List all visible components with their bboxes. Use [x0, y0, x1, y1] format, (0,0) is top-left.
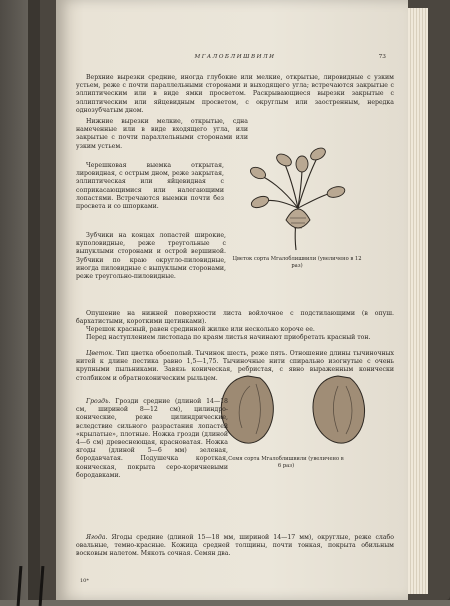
term-berry: Ягода. — [86, 534, 108, 541]
seed-figure-caption: Семя сорта Мгалоблишвили (увеличено в 6 раз) — [228, 456, 344, 469]
paragraph-berry: Ягода. Ягоды средние (длиной 15—18 мм, шириной 14—17 мм), округлые, реже слабо овальные, темно-красные. Кожица средней толщины, почти тонкая, покрыта обильным восковым налетом. Мякоть сочная. Семян два. — [76, 534, 394, 558]
paragraph-pubescence: Опушение на нижней поверхности листа войлочное с подстилающими (в опуш. бархатистыми, короткими щетинками). — [76, 310, 394, 326]
paragraph-cluster: Гроздь. Грозди средние (длиной 14—18 см, шириной 8—12 см), цилиндро-конические, реже цилиндрические, вследствие сильного разрастания лопастей «крылатые», плотные. Ножка грозди (длиной 4—6 см) древеснеющая, красноватая. Ножка ягоды (длиной 5—6 мм) зеленая, бородавчатая. Подушечка короткая, коническая, покрыта серо-коричневыми бородавками. — [76, 398, 228, 479]
seed-illustration — [206, 372, 386, 452]
paragraph-flower: Цветок. Тип цветка обоеполый. Тычинок шесть, реже пять. Отношение длины тычиночных нитей к длине пестика равно 1,5—1,75. Тычиночные нити спирально изогнутые с очень крупными пыльниками. Завязь коническая, ребристая, с явно выраженным конически столбиком и обратноконическим рыльцем. — [76, 350, 394, 382]
term-flower: Цветок. — [86, 350, 114, 357]
page-number: 73 — [378, 54, 386, 60]
paragraph-petiole: Черешок красный, равен срединной жилке или несколько короче ее. — [86, 326, 315, 333]
paragraph-petiole-sinus: Черешковая выемка открытая, лировидная, с острым дном, реже закрытая, эллиптическая или яйцевидная с соприкасающимися или налегающими лопастями. Встречаются выемки почти без просвета и со шпорками. — [76, 162, 224, 210]
paragraph-upper-sinuses: Верхние вырезки средние, иногда глубокие или мелкие, открытые, лировидные с узким устьем, реже с почти параллельными сторонами и выходящего угла; встречаются закрытые с эллиптическим или в виде ямки просветом. Раскрывающиеся вырезки закрытые с эллиптическим или яйцевидным просветом, с округлым или заостренным, нередка однозубчатым дном. — [76, 74, 394, 114]
printer-signature: 10* — [80, 578, 89, 584]
paragraph-leaf-fall: Перед наступлением листопада по краям листья начинают приобретать красный тон. — [86, 334, 371, 341]
flower-figure-caption: Цветок сорта Мгалоблишвили (увеличено в 12 раз) — [232, 256, 362, 269]
paragraph-lower-sinuses: Нижние вырезки мелкие, открытые, сдна намеченные или в виде входящего угла, или закрытые с почти параллельными сторонами или узким устьем. — [76, 118, 248, 150]
running-title: МГАЛОБЛИШВИЛИ — [194, 54, 276, 60]
page-header — [76, 54, 394, 64]
flower-illustration — [224, 128, 374, 254]
book-page — [56, 0, 408, 600]
paragraph-teeth: Зубчики на концах лопастей широкие, куполовидные, реже треугольные с выпуклыми сторонами и острой вершиной. Зубчики по краю округло-пиловидные, иногда пиловидные с выпуклыми сторонами, реже треугольно-пиловидные. — [76, 232, 226, 280]
term-cluster: Гроздь. — [86, 398, 111, 405]
